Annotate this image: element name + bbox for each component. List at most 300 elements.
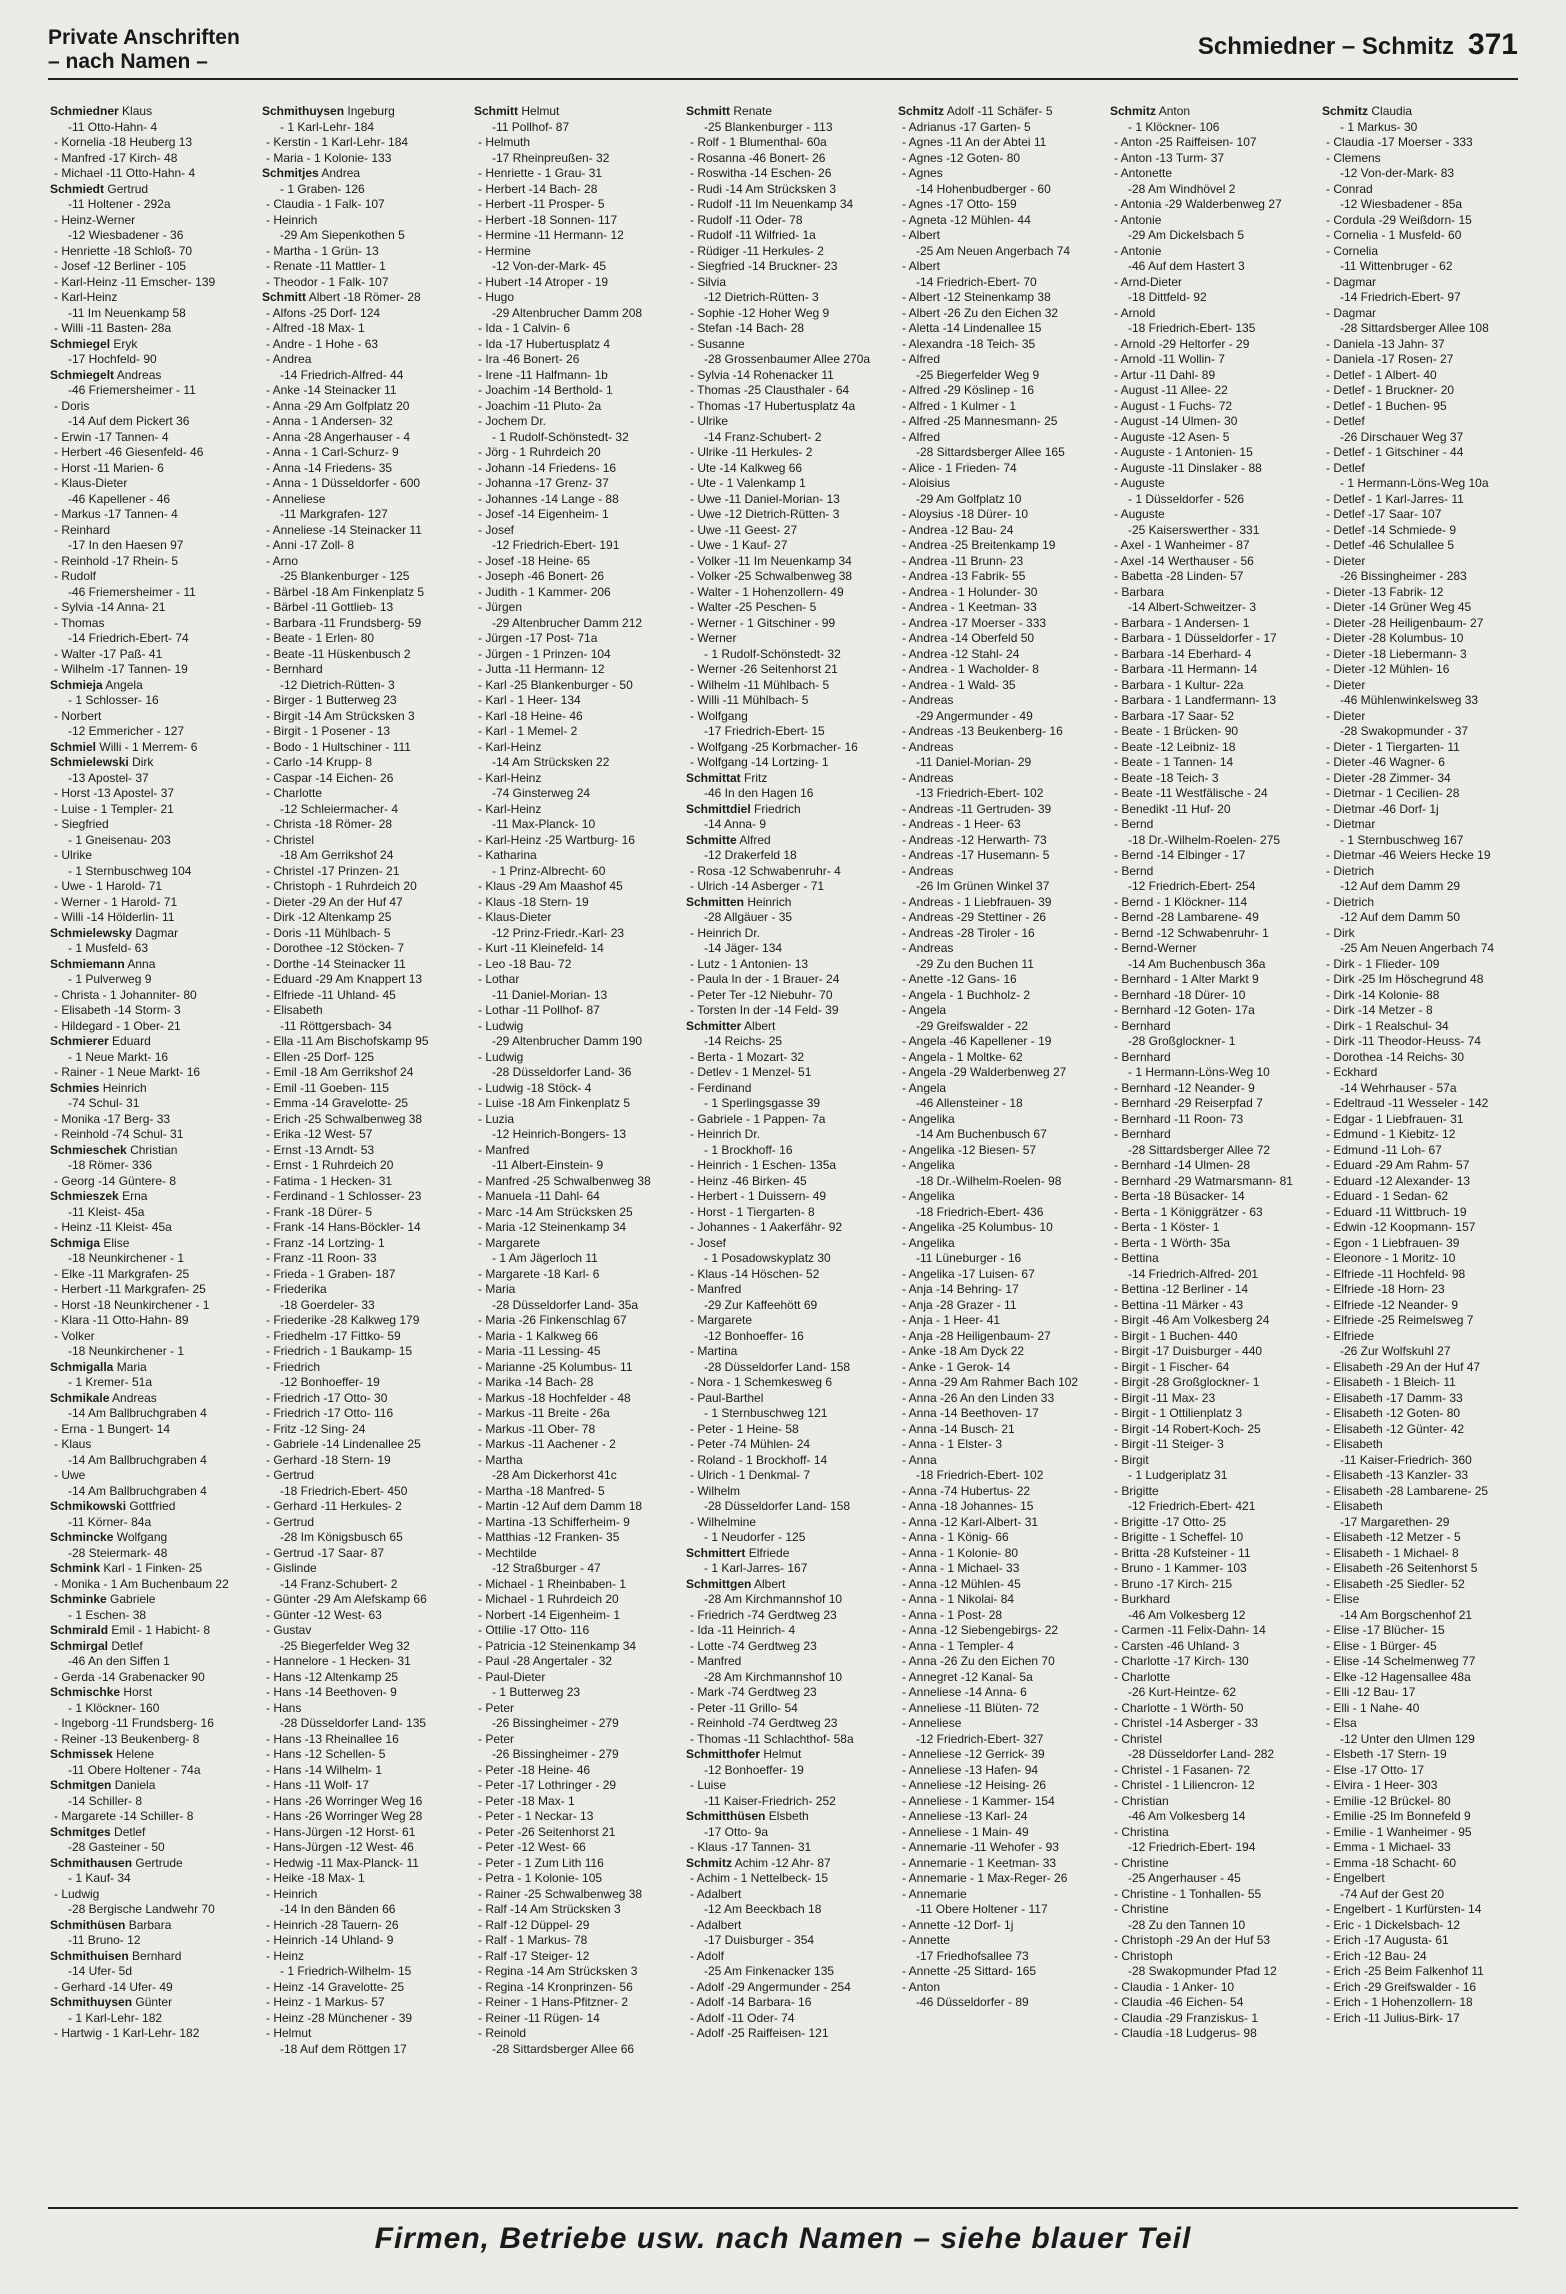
entry-text: - Beate -12 Leibniz- 18 xyxy=(1114,739,1236,754)
entry-text: - Eric - 1 Dickelsbach- 12 xyxy=(1326,1917,1461,1932)
address-line: -12 Am Beeckbach 18 xyxy=(704,1902,822,1916)
entry-text: - Artur -11 Dahl- 89 xyxy=(1114,367,1216,382)
address-line: -18 Goerdeler- 33 xyxy=(280,1297,375,1312)
directory-entry xyxy=(898,1499,1102,1515)
entry-text: - Anneliese -14 Anna- 6 xyxy=(902,1685,1027,1699)
directory-entry xyxy=(262,135,466,151)
directory-entry xyxy=(474,1685,678,1701)
directory-entry xyxy=(1110,1639,1314,1655)
directory-entry xyxy=(474,182,678,198)
directory-entry xyxy=(898,1887,1102,1903)
directory-entry xyxy=(686,972,890,988)
directory-entry xyxy=(474,244,678,260)
directory-entry xyxy=(474,414,678,430)
entry-text: - Katharina xyxy=(478,848,537,862)
entry-text: - Anna -14 Busch- 21 xyxy=(902,1421,1015,1436)
directory-entry xyxy=(1110,585,1314,601)
address-line: -14 Friedrich-Ebert- 97 xyxy=(1340,290,1461,304)
directory-entry xyxy=(898,399,1102,415)
directory-entry xyxy=(1110,1422,1314,1438)
entry-text: - Andreas xyxy=(902,693,954,707)
entry-text: - Aloisius xyxy=(902,476,951,490)
entry-text: - Roland - 1 Brockhoff- 14 xyxy=(690,1452,828,1467)
entry-text: - Dietrich xyxy=(1326,863,1375,878)
entry-text: - Heinrich xyxy=(266,212,318,227)
directory-entry xyxy=(898,1189,1102,1205)
entry-text: - Klaus -29 Am Maashof 45 xyxy=(478,879,623,893)
surname: Schmiga xyxy=(50,1235,101,1250)
entry-text: - Annette xyxy=(902,1933,951,1947)
entry-text: - Anna -12 Mühlen- 45 xyxy=(902,1576,1021,1591)
entry-text: - Dorothee -12 Stöcken- 7 xyxy=(266,941,405,955)
directory-entry xyxy=(898,1592,1102,1608)
address-line: -28 Düsseldorfer Land- 35a xyxy=(492,1297,639,1312)
directory-entry xyxy=(50,1732,254,1748)
directory-entry xyxy=(898,507,1102,523)
entry-text: - Reinhold -17 Rhein- 5 xyxy=(54,553,179,568)
entry-text: Eryk xyxy=(113,336,138,351)
directory-entry xyxy=(686,104,890,120)
entry-text: - Dieter -29 An der Huf 47 xyxy=(266,894,403,909)
surname: Schmirgal xyxy=(50,1638,109,1653)
directory-entry xyxy=(262,1887,466,1903)
surname: Schmitten xyxy=(686,894,745,909)
entry-text: - Heinrich Dr. xyxy=(690,1127,761,1141)
directory-entry xyxy=(50,895,254,911)
directory-entry xyxy=(898,1236,1102,1252)
entry-text: - Christoph xyxy=(1114,1948,1173,1963)
directory-entry xyxy=(262,1546,466,1562)
entry-text: - Agnes -11 An der Abtei 11 xyxy=(902,135,1047,149)
entry-text: - Ernst - 1 Ruhrdeich 20 xyxy=(266,1158,394,1172)
entry-text: - Markus -17 Tannen- 4 xyxy=(54,507,178,521)
address-line: -18 Friedrich-Ebert- 436 xyxy=(916,1204,1044,1219)
address-line: - 1 Friedrich-Wilhelm- 15 xyxy=(280,1964,412,1978)
entry-text: - Gerhard -14 Ufer- 49 xyxy=(54,1979,173,1994)
entry-text: - Brigitte - 1 Scheffel- 10 xyxy=(1114,1530,1244,1544)
entry-text: - August -14 Ulmen- 30 xyxy=(1114,414,1238,428)
directory-entry xyxy=(1322,1530,1526,1546)
directory-entry xyxy=(474,926,678,942)
address-line: - 1 Hermann-Löns-Weg 10a xyxy=(1340,476,1489,490)
entry-text: - Arnold -11 Wollin- 7 xyxy=(1114,352,1225,366)
directory-entry xyxy=(1322,383,1526,399)
entry-text: - Monika - 1 Am Buchenbaum 22 xyxy=(54,1576,229,1591)
entry-text: - Walter -17 Paß- 41 xyxy=(54,646,163,661)
directory-entry xyxy=(1110,1732,1314,1748)
directory-entry xyxy=(50,848,254,864)
directory-entry xyxy=(898,957,1102,973)
entry-text: - Christel - 1 Liliencron- 12 xyxy=(1114,1778,1255,1792)
directory-entry xyxy=(1322,244,1526,260)
entry-text: - Bodo - 1 Hultschiner - 111 xyxy=(266,739,411,754)
directory-entry xyxy=(686,1639,890,1655)
entry-text: - Charlotte -17 Kirch- 130 xyxy=(1114,1654,1249,1668)
entry-text: Gertrude xyxy=(135,1855,183,1870)
directory-entry xyxy=(686,631,890,647)
address-line: -12 Auf dem Damm 50 xyxy=(1340,910,1461,924)
entry-text: - Adolf -14 Barbara- 16 xyxy=(690,1995,812,2009)
directory-entry xyxy=(262,1623,466,1639)
directory-entry xyxy=(1110,1453,1314,1469)
directory-entry xyxy=(898,895,1102,911)
directory-entry xyxy=(686,1515,890,1531)
directory-entry xyxy=(1322,1654,1526,1670)
address-line: -12 Friedrich-Ebert- 254 xyxy=(1128,879,1256,893)
directory-entry xyxy=(1110,1344,1314,1360)
directory-entry xyxy=(262,1515,466,1531)
entry-text: - Hans xyxy=(266,1700,302,1715)
entry-text: - Edwin -12 Koopmann- 157 xyxy=(1326,1220,1476,1234)
directory-entry xyxy=(686,786,890,802)
directory-entry xyxy=(50,1034,254,1050)
directory-entry xyxy=(50,1639,254,1655)
directory-entry xyxy=(686,228,890,244)
entry-text: - Annette -25 Sittard- 165 xyxy=(902,1964,1037,1978)
entry-text: - Aletta -14 Lindenallee 15 xyxy=(902,321,1042,335)
directory-entry xyxy=(898,941,1102,957)
directory-entry xyxy=(474,383,678,399)
directory-entry xyxy=(262,337,466,353)
directory-entry xyxy=(686,259,890,275)
directory-entry xyxy=(474,352,678,368)
entry-text: - Karl -25 Blankenburger - 50 xyxy=(478,677,633,692)
directory-entry xyxy=(262,616,466,632)
entry-text: - Paula In der - 1 Brauer- 24 xyxy=(690,972,840,986)
directory-entry xyxy=(262,368,466,384)
directory-entry xyxy=(686,1360,890,1376)
entry-text: - Peter -11 Grillo- 54 xyxy=(690,1700,798,1715)
directory-entry xyxy=(50,957,254,973)
directory-entry xyxy=(1110,1577,1314,1593)
entry-text: - Theodor - 1 Falk- 107 xyxy=(266,274,389,289)
directory-entry xyxy=(898,817,1102,833)
address-line: -14 Am Ballbruchgraben 4 xyxy=(68,1452,207,1467)
directory-entry xyxy=(898,1747,1102,1763)
directory-entry xyxy=(262,724,466,740)
directory-entry xyxy=(686,1577,890,1593)
directory-entry xyxy=(1322,1050,1526,1066)
directory-entry xyxy=(262,1143,466,1159)
entry-text: - Dieter xyxy=(1326,708,1366,723)
entry-text: - Beate - 1 Erlen- 80 xyxy=(266,631,375,645)
directory-entry xyxy=(262,321,466,337)
entry-text: - Peter -18 Max- 1 xyxy=(478,1793,575,1808)
directory-entry xyxy=(898,1127,1102,1143)
entry-text: - Christel -17 Prinzen- 21 xyxy=(266,863,400,878)
entry-text: - Bernd -28 Lambarene- 49 xyxy=(1114,910,1259,924)
directory-entry xyxy=(1322,197,1526,213)
address-line: -74 Ginsterweg 24 xyxy=(492,786,591,800)
directory-entry xyxy=(50,197,254,213)
directory-entry xyxy=(262,1375,466,1391)
entry-text: - Andrea -17 Moerser - 333 xyxy=(902,615,1047,630)
surname: Schmitz xyxy=(898,104,945,118)
entry-text: - Agnes -17 Otto- 159 xyxy=(902,197,1017,211)
address-line: - 1 Eschen- 38 xyxy=(68,1607,147,1622)
directory-columns xyxy=(50,104,1526,2194)
address-line: -17 In den Haesen 97 xyxy=(68,538,184,552)
entry-text: - Herbert -11 Prosper- 5 xyxy=(478,197,605,211)
directory-entry xyxy=(686,755,890,771)
directory-entry xyxy=(50,771,254,787)
entry-text: - Detlef - 1 Albert- 40 xyxy=(1326,367,1437,382)
address-line: -28 Sittardsberger Allee 72 xyxy=(1128,1142,1271,1157)
directory-entry xyxy=(50,507,254,523)
directory-entry xyxy=(50,538,254,554)
directory-entry xyxy=(262,1778,466,1794)
entry-text: - Andreas -13 Beukenberg- 16 xyxy=(902,724,1063,738)
directory-entry xyxy=(686,988,890,1004)
entry-text: - Heinz-Werner xyxy=(54,212,136,227)
directory-entry xyxy=(262,2026,466,2042)
address-line: -14 Am Ballbruchgraben 4 xyxy=(68,1406,207,1420)
directory-entry xyxy=(686,1220,890,1236)
directory-entry xyxy=(262,988,466,1004)
directory-entry xyxy=(1322,1840,1526,1856)
directory-entry xyxy=(474,1670,678,1686)
entry-text: - Ludwig -18 Stöck- 4 xyxy=(478,1080,592,1095)
entry-text: - Anneliese xyxy=(266,491,326,506)
directory-entry xyxy=(50,213,254,229)
surname: Schmithüsen xyxy=(50,1917,126,1932)
surname: Schmincke xyxy=(50,1530,114,1544)
directory-entry xyxy=(262,647,466,663)
entry-text: - Erna - 1 Bungert- 14 xyxy=(54,1421,171,1436)
entry-text: - Erwin -17 Tannen- 4 xyxy=(54,429,169,444)
entry-text: Angela xyxy=(105,677,143,692)
directory-entry xyxy=(262,182,466,198)
address-line: - 1 Sperlingsgasse 39 xyxy=(704,1096,821,1110)
entry-text: - Martha xyxy=(478,1452,523,1467)
directory-entry xyxy=(474,1701,678,1717)
directory-entry xyxy=(686,647,890,663)
directory-entry xyxy=(1322,1019,1526,1035)
entry-text: - Adolf xyxy=(690,1948,725,1963)
directory-entry xyxy=(50,1313,254,1329)
directory-entry xyxy=(50,1174,254,1190)
entry-text: - Christoph - 1 Ruhrdeich 20 xyxy=(266,879,417,893)
entry-text: - Bernhard -14 Ulmen- 28 xyxy=(1114,1158,1251,1172)
directory-entry xyxy=(1110,368,1314,384)
directory-entry xyxy=(686,1995,890,2011)
entry-text: - Josef -18 Heine- 65 xyxy=(478,553,591,568)
address-line: - 1 Sternbuschweg 104 xyxy=(68,863,192,878)
directory-entry xyxy=(474,941,678,957)
directory-entry xyxy=(1110,1437,1314,1453)
directory-entry xyxy=(1110,1716,1314,1732)
entry-text: - Andrea -14 Oberfeld 50 xyxy=(902,631,1035,645)
entry-text: - Luise -18 Am Finkenplatz 5 xyxy=(478,1096,631,1110)
directory-entry xyxy=(474,337,678,353)
directory-entry xyxy=(262,1267,466,1283)
directory-entry xyxy=(474,461,678,477)
entry-text: - Wilhelmine xyxy=(690,1514,757,1529)
directory-entry xyxy=(1322,352,1526,368)
entry-text: - Frieda - 1 Graben- 187 xyxy=(266,1266,396,1281)
surname: Schmitthüsen xyxy=(686,1809,766,1823)
entry-text: Andreas xyxy=(116,367,162,382)
directory-entry xyxy=(474,569,678,585)
entry-text: - Friederike -28 Kalkweg 179 xyxy=(266,1313,420,1327)
entry-text: - Anja -28 Heiligenbaum- 27 xyxy=(902,1328,1051,1343)
entry-text: Emil - 1 Habicht- 8 xyxy=(111,1623,211,1637)
directory-entry xyxy=(1322,662,1526,678)
entry-text: - Margarete xyxy=(478,1235,541,1250)
directory-entry xyxy=(1322,709,1526,725)
address-line: - 1 Markus- 30 xyxy=(1340,119,1418,134)
directory-entry xyxy=(50,926,254,942)
directory-entry xyxy=(1322,1127,1526,1143)
directory-entry xyxy=(474,1949,678,1965)
entry-text: - Cornelia - 1 Musfeld- 60 xyxy=(1326,228,1462,242)
entry-text: - Michael -11 Otto-Hahn- 4 xyxy=(54,166,196,180)
directory-entry xyxy=(474,1375,678,1391)
directory-entry xyxy=(474,228,678,244)
address-line: - 1 Brockhoff- 16 xyxy=(704,1142,793,1157)
directory-entry xyxy=(686,1887,890,1903)
entry-text: - Dieter -12 Mühlen- 16 xyxy=(1326,662,1450,676)
entry-text: - Karl -18 Heine- 46 xyxy=(478,708,583,723)
entry-text: - Adolf -11 Oder- 74 xyxy=(690,2010,795,2025)
directory-entry xyxy=(474,523,678,539)
address-line: -46 Am Volkesberg 14 xyxy=(1128,1809,1246,1823)
directory-entry xyxy=(898,368,1102,384)
directory-entry xyxy=(1110,1902,1314,1918)
directory-entry xyxy=(898,1360,1102,1376)
entry-text: - Kornelia -18 Heuberg 13 xyxy=(54,135,193,149)
directory-entry xyxy=(474,1205,678,1221)
directory-entry xyxy=(898,1639,1102,1655)
address-line: -12 Dietrich-Rütten- 3 xyxy=(704,290,819,304)
directory-entry xyxy=(50,1437,254,1453)
directory-entry xyxy=(1110,1608,1314,1624)
address-line: -46 Düsseldorfer - 89 xyxy=(916,1995,1029,2009)
directory-entry xyxy=(898,523,1102,539)
entry-text: - Barbara -17 Saar- 52 xyxy=(1114,708,1235,723)
directory-entry xyxy=(50,1623,254,1639)
entry-text: - Barbara xyxy=(1114,584,1165,599)
address-line: -11 Markgrafen- 127 xyxy=(280,507,388,521)
directory-entry xyxy=(50,1329,254,1345)
entry-text: - Maria -12 Steinenkamp 34 xyxy=(478,1220,627,1234)
address-line: -12 Heinrich-Bongers- 13 xyxy=(492,1127,627,1141)
entry-text: - Andrea xyxy=(266,352,312,366)
directory-entry xyxy=(1110,817,1314,833)
directory-entry xyxy=(50,1360,254,1376)
directory-entry xyxy=(50,1282,254,1298)
entry-text: - Antonie xyxy=(1114,212,1162,227)
address-line: -13 Apostel- 37 xyxy=(68,770,149,785)
address-line: -29 Altenbrucher Damm 212 xyxy=(492,615,643,630)
entry-text: - Bernhard -29 Watmarsmann- 81 xyxy=(1114,1173,1293,1188)
directory-entry xyxy=(898,1608,1102,1624)
directory-entry xyxy=(474,895,678,911)
directory-entry xyxy=(686,1375,890,1391)
entry-text: - Alexandra -18 Teich- 35 xyxy=(902,336,1036,351)
directory-entry xyxy=(1322,1902,1526,1918)
address-line: -29 Altenbrucher Damm 208 xyxy=(492,305,643,320)
entry-text: - Manuela -11 Dahl- 64 xyxy=(478,1189,600,1203)
entry-text: - Alfred -18 Max- 1 xyxy=(266,321,365,335)
surname: Schmiegelt xyxy=(50,367,115,382)
entry-text: - Elisabeth - 1 Bleich- 11 xyxy=(1326,1375,1456,1389)
address-line: -28 Düsseldorfer Land- 158 xyxy=(704,1359,851,1374)
surname: Schmielewsky xyxy=(50,925,133,940)
address-line: - 1 Prinz-Albrecht- 60 xyxy=(492,863,606,878)
entry-text: - Heinrich xyxy=(266,1886,318,1901)
directory-entry xyxy=(686,507,890,523)
directory-entry xyxy=(262,430,466,446)
directory-entry xyxy=(686,1081,890,1097)
entry-text: - Christine xyxy=(1114,1855,1169,1870)
directory-entry xyxy=(898,1096,1102,1112)
address-line: -28 Düsseldorfer Land- 135 xyxy=(280,1716,427,1730)
entry-text: - Marianne -25 Kolumbus- 11 xyxy=(478,1359,633,1374)
address-line: -12 Friedrich-Ebert- 327 xyxy=(916,1731,1044,1746)
entry-text: - Dirk -14 Metzer - 8 xyxy=(1326,1003,1433,1017)
directory-entry xyxy=(262,678,466,694)
directory-entry xyxy=(898,631,1102,647)
entry-text: - Leo -18 Bau- 72 xyxy=(478,956,572,971)
directory-entry xyxy=(1322,1484,1526,1500)
directory-entry xyxy=(686,1344,890,1360)
address-line: -12 Bonhoeffer- 19 xyxy=(280,1375,380,1389)
entry-text: - Markus -11 Breite - 26a xyxy=(478,1406,610,1420)
entry-text: - Dirk - 1 Flieder- 109 xyxy=(1326,956,1440,971)
directory-entry xyxy=(474,135,678,151)
entry-text: - Anton xyxy=(902,1979,941,1994)
entry-text: - Angela xyxy=(902,1080,947,1095)
entry-text: - Bernd -14 Elbinger - 17 xyxy=(1114,848,1246,862)
directory-entry xyxy=(1110,1515,1314,1531)
entry-text: - Peter -17 Lothringer - 29 xyxy=(478,1778,617,1792)
entry-text: - Peter -26 Seitenhorst 21 xyxy=(478,1824,616,1839)
entry-text: - Andreas -29 Stettiner - 26 xyxy=(902,910,1047,924)
address-line: -29 Am Siepenkothen 5 xyxy=(280,228,405,242)
directory-entry xyxy=(686,1825,890,1841)
entry-text: - Margarete xyxy=(690,1313,753,1327)
directory-entry xyxy=(1322,569,1526,585)
address-line: - 1 Ludgeriplatz 31 xyxy=(1128,1468,1228,1482)
entry-text: - Willi -11 Basten- 28a xyxy=(54,321,172,335)
directory-entry xyxy=(262,461,466,477)
surname: Schmieja xyxy=(50,677,103,692)
entry-text: - Klaus-Dieter xyxy=(54,476,128,490)
entry-text: - Dagmar xyxy=(1326,305,1377,320)
address-line: -12 Friedrich-Ebert- 191 xyxy=(492,538,620,552)
entry-text: - Elfriede -11 Hochfeld- 98 xyxy=(1326,1266,1466,1281)
entry-text: - Jochem Dr. xyxy=(478,414,547,428)
directory-entry xyxy=(1322,1701,1526,1717)
directory-entry xyxy=(474,848,678,864)
entry-text: - Anna - 1 Templer- 4 xyxy=(902,1638,1014,1653)
entry-text: - Birgit - 1 Buchen- 440 xyxy=(1114,1328,1238,1343)
entry-text: - Barbara - 1 Düsseldorfer - 17 xyxy=(1114,631,1277,645)
entry-text: - Arno xyxy=(266,553,299,568)
surname: Schmitz xyxy=(1110,104,1157,118)
directory-entry xyxy=(262,1112,466,1128)
entry-text: - Heinz -14 Gravelotte- 25 xyxy=(266,1979,405,1994)
entry-text: - Agneta -12 Mühlen- 44 xyxy=(902,212,1031,227)
directory-entry xyxy=(262,1034,466,1050)
directory-entry xyxy=(686,1468,890,1484)
directory-entry xyxy=(686,1406,890,1422)
directory-entry xyxy=(898,135,1102,151)
entry-text: - Egon - 1 Liebfrauen- 39 xyxy=(1326,1235,1460,1250)
directory-entry xyxy=(474,1267,678,1283)
directory-entry xyxy=(1110,352,1314,368)
